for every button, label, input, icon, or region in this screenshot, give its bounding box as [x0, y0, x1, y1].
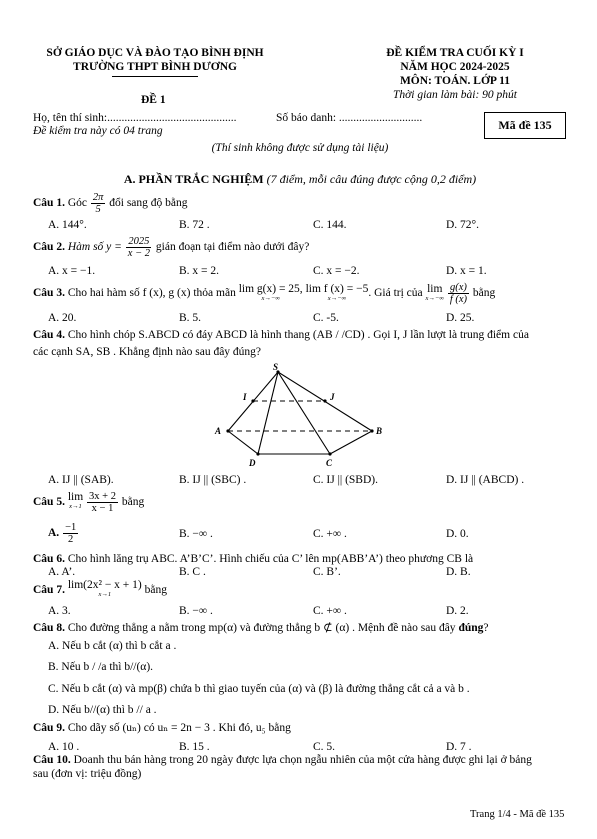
question-1: Câu 1. Góc $\frac{2\pi}{5}$ đổi sang độ bằng: [33, 192, 188, 215]
point-a: [226, 429, 229, 432]
label-a: A: [215, 426, 222, 436]
point-j: [323, 399, 326, 402]
q4-option-a: A. IJ || (SAB).: [48, 474, 114, 486]
q3-option-d: D. 25.: [446, 312, 475, 324]
label-j: J: [330, 392, 335, 402]
no-docs-note: (Thí sinh không được sử dụng tài liệu): [211, 142, 389, 154]
q6-option-a: A. A’.: [48, 566, 76, 578]
question-2: Câu 2. Hàm số y = $\frac{2025}{x - 2}$ gián đoạn tại điểm nào dưới đây?: [33, 236, 310, 259]
q5-option-b: B. −∞ .: [179, 528, 213, 540]
school-underline: [112, 76, 198, 77]
q9-option-c: C. 5.: [313, 741, 336, 753]
question-3: Câu 3. Cho hai hàm số f (x), g (x) thỏa mãn lim g(x) = 25, x→−∞ lim f (x) = −5 x→−∞ . Giá trị của lim x→−∞ $\frac{g(x)}{f (x)}$ bằng: [33, 282, 496, 305]
q1-option-d: D. 72°.: [446, 219, 480, 231]
q7-option-c: C. +∞ .: [313, 605, 347, 617]
sbd-line: Số báo danh: .............................: [276, 112, 423, 124]
q2-option-a: A. x = −1.: [48, 265, 96, 277]
q3-option-c: C. -5.: [313, 312, 339, 324]
q4-option-b: B. IJ || (SBC) .: [179, 474, 247, 486]
q1-option-b: B. 72 .: [179, 219, 210, 231]
pyramid-figure: [200, 362, 400, 472]
question-6: Câu 6. Cho hình lăng trụ ABC. A’B’C’. Hình chiếu của C’ lên mp(ABB’A’) theo phương CB là: [33, 553, 474, 565]
q8-option-b: B. Nếu b / /a thì b//(α).: [48, 661, 154, 673]
q6-option-c: C. B’.: [313, 566, 341, 578]
point-i: [251, 399, 254, 402]
q5-option-d: D. 0.: [446, 528, 469, 540]
q8-option-a: A. Nếu b cắt (α) thì b cắt a .: [48, 640, 177, 652]
q1-option-a: A. 144°.: [48, 219, 87, 231]
school-name: TRƯỜNG THPT BÌNH DƯƠNG: [73, 61, 237, 73]
pages-note: Đề kiểm tra này có 04 trang: [33, 125, 163, 137]
edge-ad: [228, 431, 258, 454]
q1-option-c: C. 144.: [313, 219, 347, 231]
q4-option-c: C. IJ || (SBD).: [313, 474, 378, 486]
label-b: B: [376, 426, 383, 436]
de-label: ĐỀ 1: [141, 94, 166, 106]
q2-option-d: D. x = 1.: [446, 265, 487, 277]
dept-name: SỞ GIÁO DỤC VÀ ĐÀO TẠO BÌNH ĐỊNH: [46, 47, 264, 59]
exam-title: ĐỀ KIỂM TRA CUỐI KỲ I: [386, 47, 524, 59]
q7-option-b: B. −∞ .: [179, 605, 213, 617]
q9-option-a: A. 10 .: [48, 741, 80, 753]
question-10-line-2: sau (đơn vị: triệu đồng): [33, 768, 142, 780]
q5-option-c: C. +∞ .: [313, 528, 347, 540]
q7-option-a: A. 3.: [48, 605, 71, 617]
q7-option-d: D. 2.: [446, 605, 469, 617]
edge-sc: [278, 372, 330, 454]
label-c: C: [326, 458, 333, 468]
q9-option-b: B. 15 .: [179, 741, 210, 753]
question-5: Câu 5. lim x→1 $\frac{3x + 2}{x - 1}$ bằng: [33, 490, 145, 514]
edge-cb: [330, 431, 372, 454]
question-4-line-1: Câu 4. Cho hình chóp S.ABCD có đáy ABCD là hình thang (AB / /CD) . Gọi I, J lần lượt là trung điểm của: [33, 329, 529, 341]
q5-option-a: A. $\frac{-1}{2}$: [48, 522, 77, 545]
q9-option-d: D. 7 .: [446, 741, 472, 753]
section-heading: A. PHẦN TRẮC NGHIỆM (7 điểm, mỗi câu đúng được cộng 0,2 điểm): [123, 172, 477, 186]
question-4-line-2: các cạnh SA, SB . Khẳng định nào sau đây đúng?: [33, 346, 262, 358]
point-b: [370, 429, 373, 432]
q3-option-a: A. 20.: [48, 312, 77, 324]
question-8: Câu 8. Cho đường thẳng a nằm trong mp(α) và đường thẳng b ⊄ (α) . Mệnh đề nào sau đây đúng?: [33, 622, 489, 634]
q2-option-c: C. x = −2.: [313, 265, 360, 277]
q3-option-b: B. 5.: [179, 312, 202, 324]
q2-option-b: B. x = 2.: [179, 265, 220, 277]
exam-time: Thời gian làm bài: 90 phút: [392, 89, 518, 101]
exam-code-box: Mã đề 135: [484, 112, 566, 139]
question-7: Câu 7. lim(2x² − x + 1) x→1 bằng: [33, 579, 167, 599]
label-d: D: [249, 458, 256, 468]
question-10-line-1: Câu 10. Doanh thu bán hàng trong 20 ngày được lựa chọn ngẫu nhiên của một cửa hàng được ghi lại ở bảng: [33, 754, 532, 766]
question-9: Câu 9. Cho dãy số (uₙ) có uₙ = 2n − 3 . Khi đó, u₅ bằng: [33, 722, 291, 734]
label-s: S: [273, 362, 279, 372]
q6-option-b: B. C .: [179, 566, 206, 578]
page-footer: Trang 1/4 - Mã đề 135: [470, 809, 565, 820]
point-c: [328, 452, 331, 455]
student-name-line: Họ, tên thí sinh:.............................................: [33, 112, 237, 124]
label-i: I: [243, 392, 247, 402]
school-year: NĂM HỌC 2024-2025: [400, 61, 510, 73]
q4-option-d: D. IJ || (ABCD) .: [446, 474, 525, 486]
q8-option-d: D. Nếu b//(α) thì b // a .: [48, 704, 157, 716]
point-d: [256, 452, 259, 455]
q6-option-d: D. B.: [446, 566, 471, 578]
subject: MÔN: TOÁN. LỚP 11: [399, 75, 511, 87]
q8-option-c: C. Nếu b cắt (α) và mp(β) chứa b thì giao tuyến của (α) và (β) là đường thẳng cắt cả a và b .: [48, 683, 470, 695]
